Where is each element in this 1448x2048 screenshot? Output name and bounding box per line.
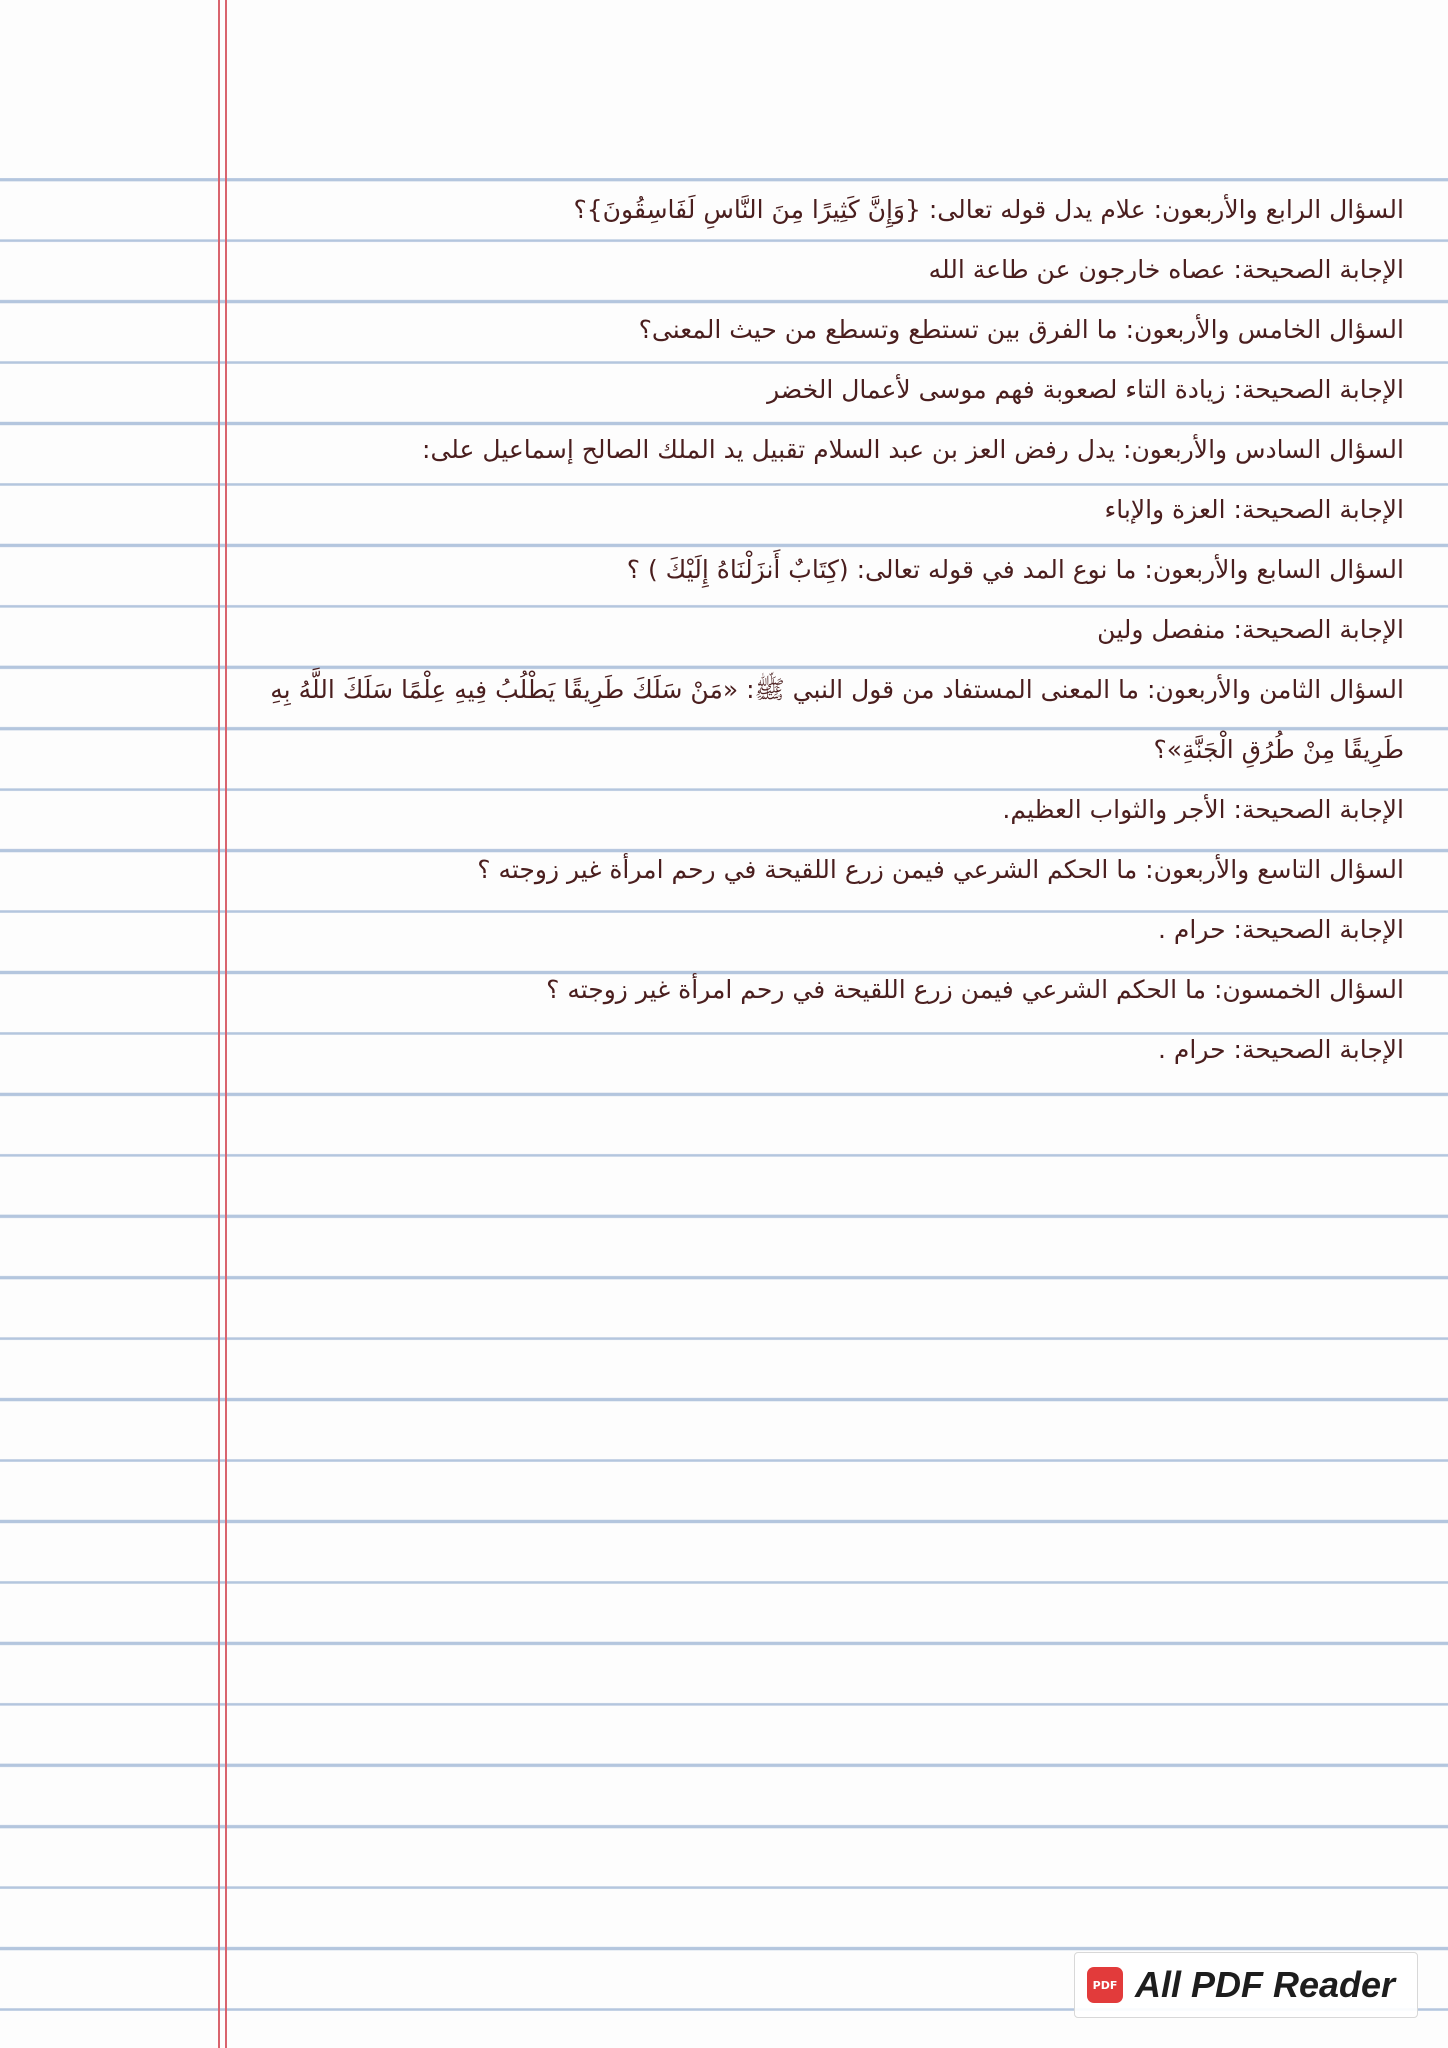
question-47: السؤال السابع والأربعون: ما نوع المد في قوله تعالى: (كِتَابٌ أَنزَلْنَاهُ إِلَيْكَ ) ؟ bbox=[626, 555, 1404, 584]
question-46: السؤال السادس والأربعون: يدل رفض العز بن عبد السلام تقبيل يد الملك الصالح إسماعيل على: bbox=[422, 435, 1404, 464]
answer-48: الإجابة الصحيحة: الأجر والثواب العظيم. bbox=[1002, 795, 1404, 824]
red-margin-line bbox=[225, 0, 227, 2048]
answer-49: الإجابة الصحيحة: حرام . bbox=[1158, 915, 1404, 944]
question-48-continued: طَرِيقًا مِنْ طُرُقِ الْجَنَّةِ»؟ bbox=[1153, 735, 1404, 764]
answer-50: الإجابة الصحيحة: حرام . bbox=[1158, 1035, 1404, 1064]
question-44: السؤال الرابع والأربعون: علام يدل قوله تعالى: {وَإِنَّ كَثِيرًا مِنَ النَّاسِ لَفَاسِقُونَ}؟ bbox=[573, 195, 1404, 224]
question-45: السؤال الخامس والأربعون: ما الفرق بين تستطع وتسطع من حيث المعنى؟ bbox=[638, 315, 1404, 344]
red-margin-line bbox=[218, 0, 220, 2048]
watermark-text: All PDF Reader bbox=[1135, 1964, 1396, 2005]
question-50: السؤال الخمسون: ما الحكم الشرعي فيمن زرع اللقيحة في رحم امرأة غير زوجته ؟ bbox=[546, 975, 1404, 1004]
answer-44: الإجابة الصحيحة: عصاه خارجون عن طاعة الله bbox=[928, 255, 1404, 284]
answer-46: الإجابة الصحيحة: العزة والإباء bbox=[1104, 495, 1404, 524]
question-49: السؤال التاسع والأربعون: ما الحكم الشرعي فيمن زرع اللقيحة في رحم امرأة غير زوجته ؟ bbox=[477, 855, 1404, 884]
answer-45: الإجابة الصحيحة: زيادة التاء لصعوبة فهم موسى لأعمال الخضر bbox=[767, 375, 1404, 404]
question-48: السؤال الثامن والأربعون: ما المعنى المستفاد من قول النبي ﷺ: «مَنْ سَلَكَ طَرِيقًا يَطْلُبُ فِيهِ عِلْمًا سَلَكَ اللَّهُ بِهِ bbox=[270, 675, 1404, 704]
app-watermark bbox=[1074, 1952, 1418, 2018]
answer-47: الإجابة الصحيحة: منفصل ولين bbox=[1097, 615, 1404, 644]
pdf-icon: PDF bbox=[1087, 1967, 1123, 2003]
document-text bbox=[250, 180, 1404, 1080]
